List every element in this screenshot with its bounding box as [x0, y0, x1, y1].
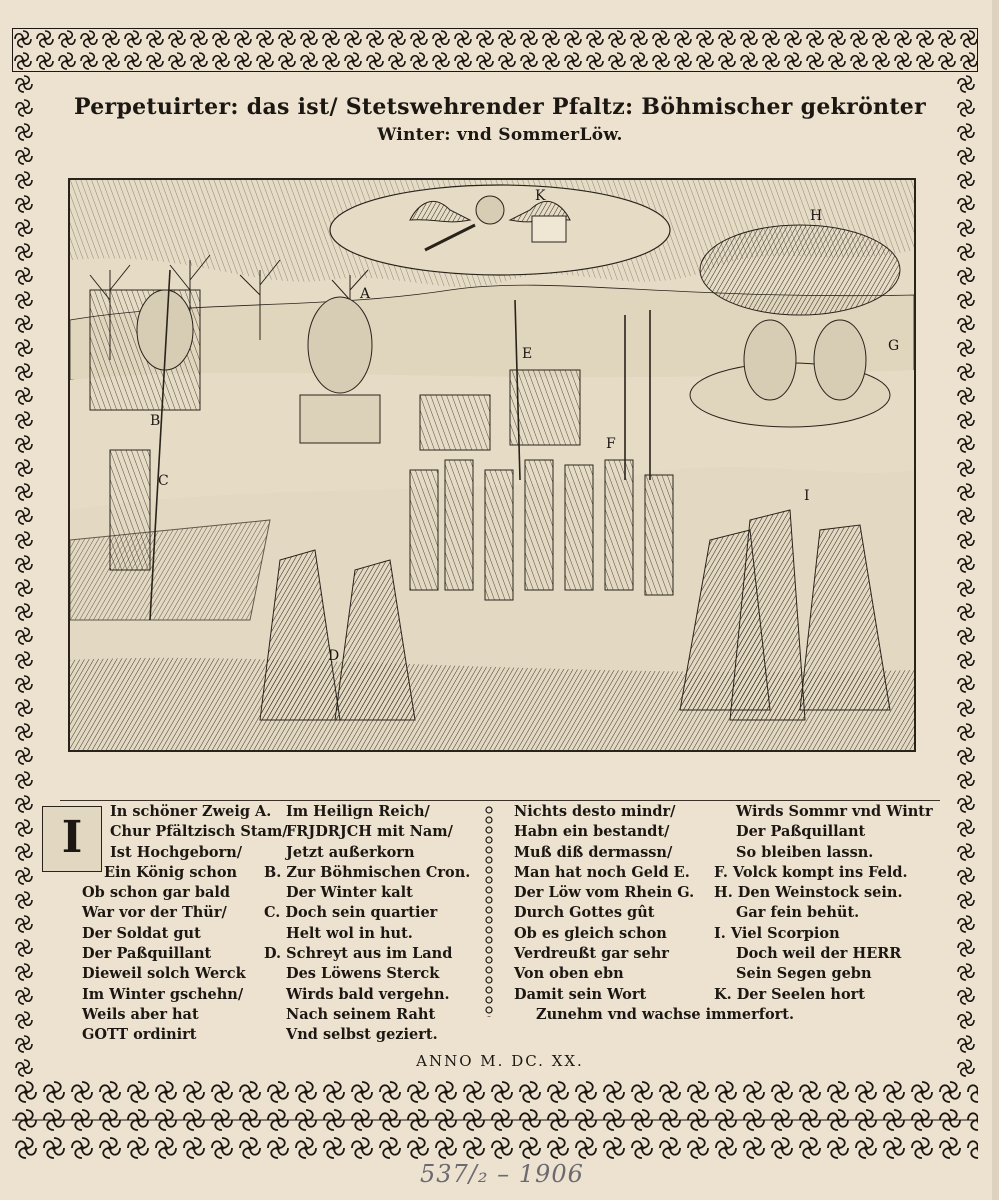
verse-line: GOTT ordinirt — [82, 1026, 197, 1044]
engraving-svg — [70, 180, 914, 750]
engraving-letter-b: B — [150, 413, 161, 429]
verse-line: Der Soldat gut — [82, 924, 201, 942]
verse-line: I. Viel Scorpion — [714, 924, 840, 942]
engraving-letter-e: E — [522, 346, 533, 362]
verse-line: Zunehm vnd wachse immerfort. — [536, 1005, 795, 1023]
verse-line: Sein Segen gebn — [736, 965, 872, 983]
engraving-letter-d: D — [328, 648, 340, 664]
verse-line: H. Den Weinstock sein. — [714, 884, 903, 902]
title-line: Perpetuirter: das ist/ Stetswehrender Pfaltz: Böhmischer gekrönter — [74, 94, 926, 120]
verse-line: Dieweil solch Werck — [82, 965, 246, 983]
verse-line: Der Paßquillant — [82, 945, 212, 963]
verse-line: War vor der Thür/ — [82, 904, 227, 922]
verse-line: D. Schreyt aus im Land — [264, 945, 453, 963]
verse-line: Man hat noch Geld E. — [514, 863, 690, 881]
broadsheet-title — [60, 92, 940, 148]
verse-column-1 — [82, 802, 288, 1046]
engraving-letter-i: I — [804, 488, 810, 504]
verse-line: Durch Gottes gût — [514, 904, 655, 922]
top-ornament-border — [12, 28, 978, 72]
verse-line: Der Paßquillant — [736, 823, 866, 841]
bottom-ornament-border — [12, 1078, 978, 1162]
verse-line: Wirds Sommr vnd Wintr — [736, 803, 933, 820]
verse-line: In schöner Zweig A. — [110, 803, 272, 820]
engraving-illustration — [68, 178, 916, 752]
verse-line: Ist Hochgeborn/ — [110, 843, 243, 861]
verse-top-rule — [60, 800, 940, 801]
verse-line: Von oben ebn — [514, 965, 624, 983]
verse-line: Ein König schon — [104, 863, 238, 881]
engraving-letter-f: F — [606, 436, 616, 452]
verse-line: Jetzt außerkorn — [286, 843, 415, 861]
verse-line: Des Löwens Sterck — [286, 965, 440, 983]
verse-line: Vnd selbst geziert. — [286, 1026, 438, 1044]
verse-line: Wirds bald vergehn. — [286, 985, 450, 1003]
handwritten-shelfmark: 537/₂ – 1906 — [420, 1160, 584, 1188]
left-ornament-border — [12, 72, 36, 1082]
verse-line: Weils aber hat — [82, 1005, 199, 1023]
verse-line: Habn ein bestandt/ — [514, 823, 670, 841]
verse-line: Chur Pfältzisch Stam/ — [110, 823, 288, 841]
verse-column-2 — [264, 802, 470, 1046]
date-imprint: ANNO M. DC. XX. — [416, 1052, 584, 1070]
verse-line: Gar fein behüt. — [736, 904, 860, 922]
verse-line: Ob schon gar bald — [82, 884, 231, 902]
verse-line: FRJDRJCH mit Nam/ — [286, 823, 453, 841]
engraving-letter-c: C — [158, 473, 169, 489]
verse-line: Helt wol in hut. — [286, 924, 413, 942]
verse-line: F. Volck kompt ins Feld. — [714, 863, 908, 881]
engraving-letter-g: G — [888, 338, 900, 354]
verse-line: C. Doch sein quartier — [264, 904, 438, 922]
subtitle-line: Winter: vnd SommerLöw. — [377, 125, 623, 145]
verse-column-4 — [714, 802, 933, 1005]
verse-line: Der Löw vom Rhein G. — [514, 884, 695, 902]
verse-line: Ob es gleich schon — [514, 924, 667, 942]
verse-column-divider — [484, 805, 494, 1017]
verse-line: Verdreußt gar sehr — [514, 945, 669, 963]
decorated-initial: I — [42, 806, 102, 872]
verse-line: B. Zur Böhmischen Cron. — [264, 863, 471, 881]
engraving-letter-h: H — [810, 208, 823, 224]
paper-edge — [992, 0, 999, 1200]
engraving-letter-a: A — [360, 286, 371, 302]
verse-line: Nach seinem Raht — [286, 1005, 436, 1023]
verse-line: Im Winter gschehn/ — [82, 985, 244, 1003]
verse-line: So bleiben lassn. — [736, 843, 874, 861]
verse-line: K. Der Seelen hort — [714, 985, 865, 1003]
verse-line: Nichts desto mindr/ — [514, 803, 676, 820]
verse-line: Im Heilign Reich/ — [286, 803, 430, 820]
verse-line: Damit sein Wort — [514, 985, 647, 1003]
verse-line: Doch weil der HERR — [736, 945, 902, 963]
verse-line: Der Winter kalt — [286, 884, 413, 902]
verse-line: Muß diß dermassn/ — [514, 843, 673, 861]
right-ornament-border — [954, 72, 978, 1082]
engraving-letter-k: K — [535, 188, 546, 204]
